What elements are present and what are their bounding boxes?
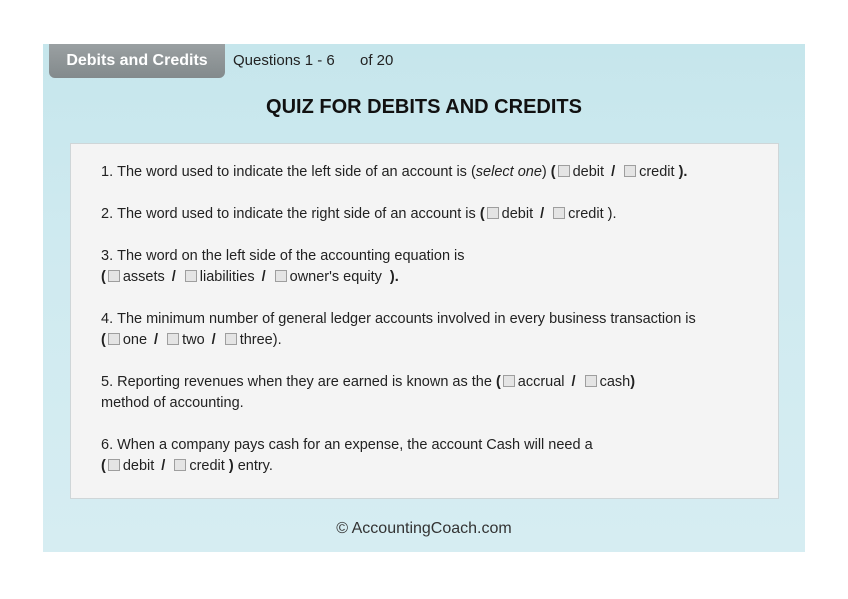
question-number: 3. — [101, 248, 114, 264]
option-label: liabilities — [199, 269, 255, 285]
question-text: Reporting revenues when they are earned is known as the — [117, 374, 492, 390]
option-label: two — [182, 332, 205, 348]
question-note: select one — [475, 164, 542, 180]
option-checkbox-credit[interactable] — [553, 207, 565, 219]
question-4: 4. The minimum number of general ledger accounts involved in every business transaction is ( one / two / three). — [101, 311, 696, 348]
option-label: accrual — [517, 374, 565, 390]
option-label: debit — [572, 164, 605, 180]
page-title: QUIZ FOR DEBITS AND CREDITS — [266, 96, 582, 118]
option-checkbox-three[interactable] — [225, 333, 237, 345]
option-label: assets — [122, 269, 165, 285]
option-label: one — [122, 332, 148, 348]
tab-debits-and-credits[interactable]: Debits and Credits — [49, 44, 225, 78]
option-label: debit — [122, 458, 155, 474]
question-text: The word on the left side of the accounting equation is — [117, 248, 465, 264]
option-checkbox-debit[interactable] — [487, 207, 499, 219]
question-number: 2. — [101, 206, 114, 222]
question-text: The minimum number of general ledger accounts involved in every business transaction is — [117, 311, 696, 327]
questions-total: of 20 — [360, 52, 394, 69]
option-checkbox-one[interactable] — [108, 333, 120, 345]
option-label: credit — [639, 164, 675, 180]
option-label: debit — [501, 206, 534, 222]
option-label: cash — [599, 374, 631, 390]
option-checkbox-credit[interactable] — [174, 459, 186, 471]
quiz-topbar — [43, 44, 805, 78]
option-checkbox-debit[interactable] — [558, 165, 570, 177]
option-checkbox-assets[interactable] — [108, 270, 120, 282]
option-checkbox-owners-equity[interactable] — [275, 270, 287, 282]
option-checkbox-cash[interactable] — [585, 375, 597, 387]
option-label: owner's equity — [289, 269, 382, 285]
question-number: 6. — [101, 437, 114, 453]
option-checkbox-credit[interactable] — [624, 165, 636, 177]
copyright-footer: © AccountingCoach.com — [336, 520, 512, 537]
question-number: 4. — [101, 311, 114, 327]
question-6: 6. When a company pays cash for an expense, the account Cash will need a ( debit / credit ) entry. — [101, 437, 593, 474]
option-checkbox-two[interactable] — [167, 333, 179, 345]
question-1: 1. The word used to indicate the left side of an account is (select one) ( debit / credit ). — [101, 164, 688, 180]
quiz-panel — [43, 44, 805, 552]
questions-range: Questions 1 - 6 — [233, 52, 335, 69]
question-3: 3. The word on the left side of the accounting equation is ( assets / liabilities / owner's equity ). — [101, 248, 465, 285]
option-label: credit — [568, 206, 604, 222]
option-checkbox-accrual[interactable] — [503, 375, 515, 387]
question-number: 5. — [101, 374, 114, 390]
question-text-continued: entry. — [237, 458, 273, 474]
question-text: When a company pays cash for an expense, the account Cash will need a — [117, 437, 593, 453]
option-label: credit — [189, 458, 225, 474]
question-number: 1. — [101, 164, 114, 180]
question-paren: ) — [541, 164, 547, 180]
question-text-continued: method of accounting. — [101, 395, 244, 411]
question-text: The word used to indicate the right side of an account is — [117, 206, 476, 222]
option-checkbox-liabilities[interactable] — [185, 270, 197, 282]
question-text: The word used to indicate the left side of an account is ( — [117, 164, 476, 180]
question-2: 2. The word used to indicate the right side of an account is ( debit / credit ). — [101, 206, 617, 222]
question-5: 5. Reporting revenues when they are earned is known as the ( accrual / cash) method of accounting. — [101, 374, 636, 411]
option-checkbox-debit[interactable] — [108, 459, 120, 471]
option-label: three — [239, 332, 273, 348]
questions-card — [70, 143, 779, 499]
